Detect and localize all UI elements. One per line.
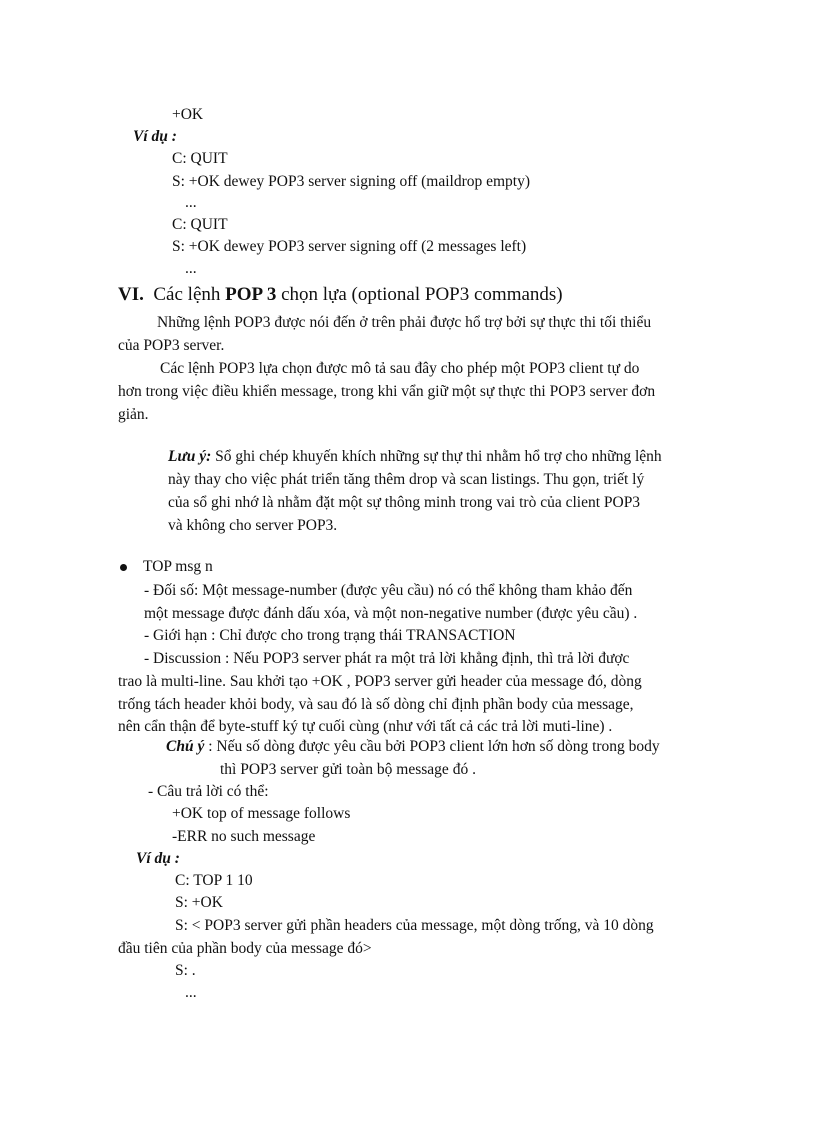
example-line: C: QUIT <box>172 150 228 167</box>
section-number: VI. <box>118 284 144 305</box>
command-bullet: TOP msg n <box>143 558 213 575</box>
section-title-bold: POP 3 <box>225 284 277 305</box>
reply-line: -ERR no such message <box>172 828 316 845</box>
note-line: này thay cho việc phát triển tăng thêm drop và scan listings. Thu gọn, triết lý <box>168 471 645 488</box>
note-line: thì POP3 server gửi toàn bộ message đó . <box>220 761 476 778</box>
example-label: Ví dụ : <box>133 128 177 145</box>
note-line <box>168 446 662 468</box>
note-label: Lưu ý: <box>168 448 212 465</box>
example-line: S: +OK <box>175 894 223 911</box>
ok-line: +OK <box>172 106 204 123</box>
paragraph-line: Những lệnh POP3 được nói đến ở trên phải được hổ trợ bởi sự thực thi tối thiểu <box>157 314 652 331</box>
limit-line: - Giới hạn : Chỉ được cho trong trạng thái TRANSACTION <box>144 627 516 644</box>
note-label: Chú ý <box>166 738 205 755</box>
example-ellipsis: ... <box>185 984 197 1001</box>
reply-line: +OK top of message follows <box>172 805 351 822</box>
example-line: C: QUIT <box>172 216 228 233</box>
note-text: Sổ ghi chép khuyến khích những sự thự thi nhằm hổ trợ cho những lệnh <box>211 448 662 465</box>
reply-label: - Câu trả lời có thể: <box>148 783 269 800</box>
example-line: S: . <box>175 962 196 979</box>
discussion-line: trao là multi-line. Sau khởi tạo +OK , POP3 server gửi header của message đó, dòng <box>118 673 642 690</box>
example-line: C: TOP 1 10 <box>175 872 253 889</box>
section-title-pre: Các lệnh <box>153 284 226 305</box>
section-title-post: chọn lựa (optional POP3 commands) <box>276 284 563 305</box>
section-heading <box>118 284 563 306</box>
paragraph-line: hơn trong việc điều khiển message, trong khi vẩn giữ một sự thực thi POP3 server đơn <box>118 383 656 400</box>
note-text: : Nếu số dòng được yêu cầu bởi POP3 client lớn hơn số dòng trong body <box>204 738 660 755</box>
argument-line: một message được đánh dấu xóa, và một non-negative number (được yêu cầu) . <box>144 605 638 622</box>
paragraph-line: giản. <box>118 406 149 423</box>
paragraph-line: của POP3 server. <box>118 337 225 354</box>
example-line: S: < POP3 server gửi phần headers của message, một dòng trống, và 10 dòng <box>175 917 654 934</box>
discussion-line: trống tách header khỏi body, và sau đó là số dòng chỉ định phần body của message, <box>118 696 634 713</box>
example-line: S: +OK dewey POP3 server signing off (maildrop empty) <box>172 173 531 190</box>
discussion-line: nên cẩn thận để byte-stuff ký tự cuối cùng (như với tất cả các trả lời muti-line) . <box>118 718 613 735</box>
note-line: của sổ ghi nhớ là nhằm đặt một sự thông minh trong vai trò của client POP3 <box>168 494 641 511</box>
example-line: đầu tiên của phần body của message đó> <box>118 940 372 957</box>
bullet-icon <box>120 564 127 571</box>
example-ellipsis: ... <box>185 260 197 277</box>
note-line <box>166 736 660 758</box>
argument-line: - Đối số: Một message-number (được yêu cầu) nó có thể không tham khảo đến <box>144 582 633 599</box>
example-line: S: +OK dewey POP3 server signing off (2 messages left) <box>172 238 527 255</box>
example-ellipsis: ... <box>185 194 197 211</box>
discussion-line: - Discussion : Nếu POP3 server phát ra một trả lời khẳng định, thì trả lời được <box>144 650 630 667</box>
paragraph-line: Các lệnh POP3 lựa chọn được mô tả sau đây cho phép một POP3 client tự do <box>160 360 640 377</box>
example-label: Ví dụ : <box>136 850 180 867</box>
note-line: và không cho server POP3. <box>168 517 338 534</box>
